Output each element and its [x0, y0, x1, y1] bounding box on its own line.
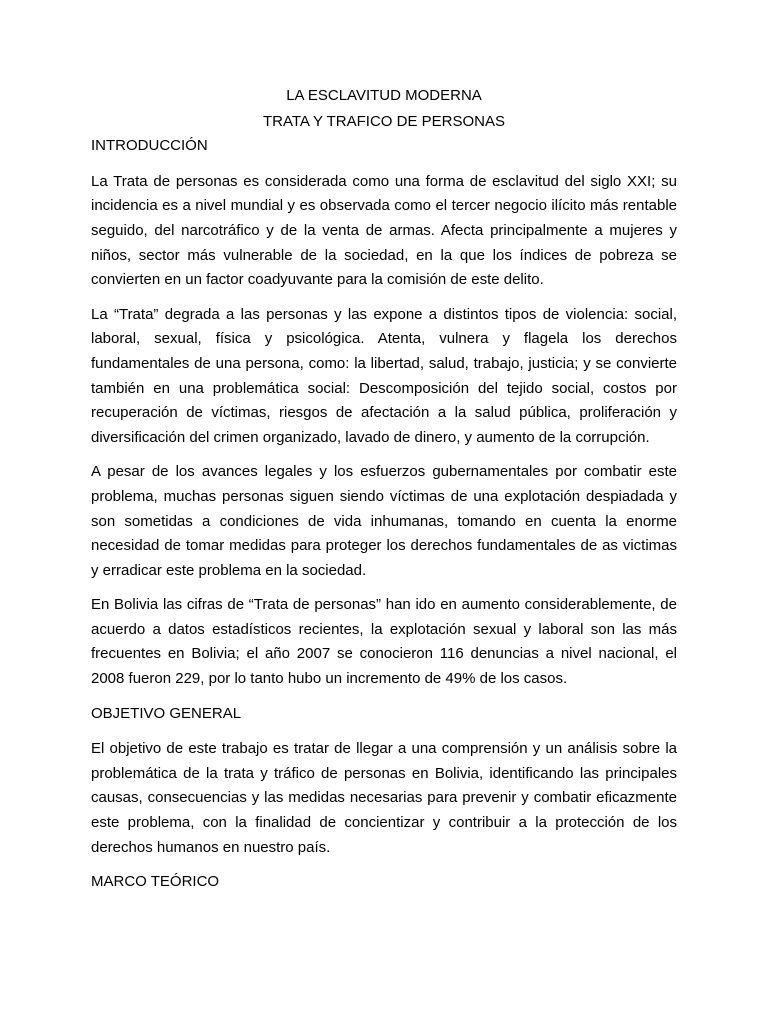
section-heading-marco-teorico: MARCO TEÓRICO	[91, 873, 220, 891]
section-heading-objetivo-general: OBJETIVO GENERAL	[91, 704, 242, 722]
document-title: LA ESCLAVITUD MODERNA	[286, 87, 482, 104]
paragraph: La “Trata” degrada a las personas y las expone a distintos tipos de violencia: social, laboral, sexual, física y psicológica. Atenta, vulnera y flagela los derechos fundamentales de una persona, como: la libertad, salud, trabajo, justicia; y se convierte también en una problemática social: Descomposición del tejido social, costos por recuperación de víctimas, riesgos de afectación a la salud pública, proliferación y diversificación del crimen organizado, lavado de dinero, y aumento de la corrupción.	[91, 305, 677, 446]
paragraph: A pesar de los avances legales y los esfuerzos gubernamentales por combatir este problema, muchas personas siguen siendo víctimas de una explotación despiadada y son sometidas a condiciones de vida inhumanas, tomando en cuenta la enorme necesidad de tomar medidas para proteger los derechos fundamentales de as victimas y erradicar este problema en la sociedad.	[91, 463, 677, 579]
document-page	[91, 84, 677, 906]
paragraph: El objetivo de este trabajo es tratar de llegar a una comprensión y un análisis sobre la problemática de la trata y tráfico de personas en Bolivia, identificando las principales causas, consecuencias y las medidas necesarias para prevenir y combatir eficazmente este problema, con la finalidad de concientizar y contribuir a la protección de los derechos humanos en nuestro país.	[91, 740, 677, 856]
paragraph: La Trata de personas es considerada como una forma de esclavitud del siglo XXI; su incidencia es a nivel mundial y es observada como el tercer negocio ilícito más rentable seguido, del narcotráfico y de la venta de armas. Afecta principalmente a mujeres y niños, sector más vulnerable de la sociedad, en la que los índices de pobreza se convierten en un factor coadyuvante para la comisión de este delito.	[91, 172, 677, 289]
paragraph: En Bolivia las cifras de “Trata de personas” han ido en aumento considerablemente, de acuerdo a datos estadísticos recientes, la explotación sexual y laboral son las más frecuentes en Bolivia; el año 2007 se conocieron 116 denuncias a nivel nacional, el 2008 fueron 229, por lo tanto hubo un incremento de 49% de los casos.	[91, 596, 677, 688]
document-subtitle: TRATA Y TRAFICO DE PERSONAS	[263, 112, 505, 130]
section-heading-introduccion: INTRODUCCIÓN	[91, 137, 208, 155]
